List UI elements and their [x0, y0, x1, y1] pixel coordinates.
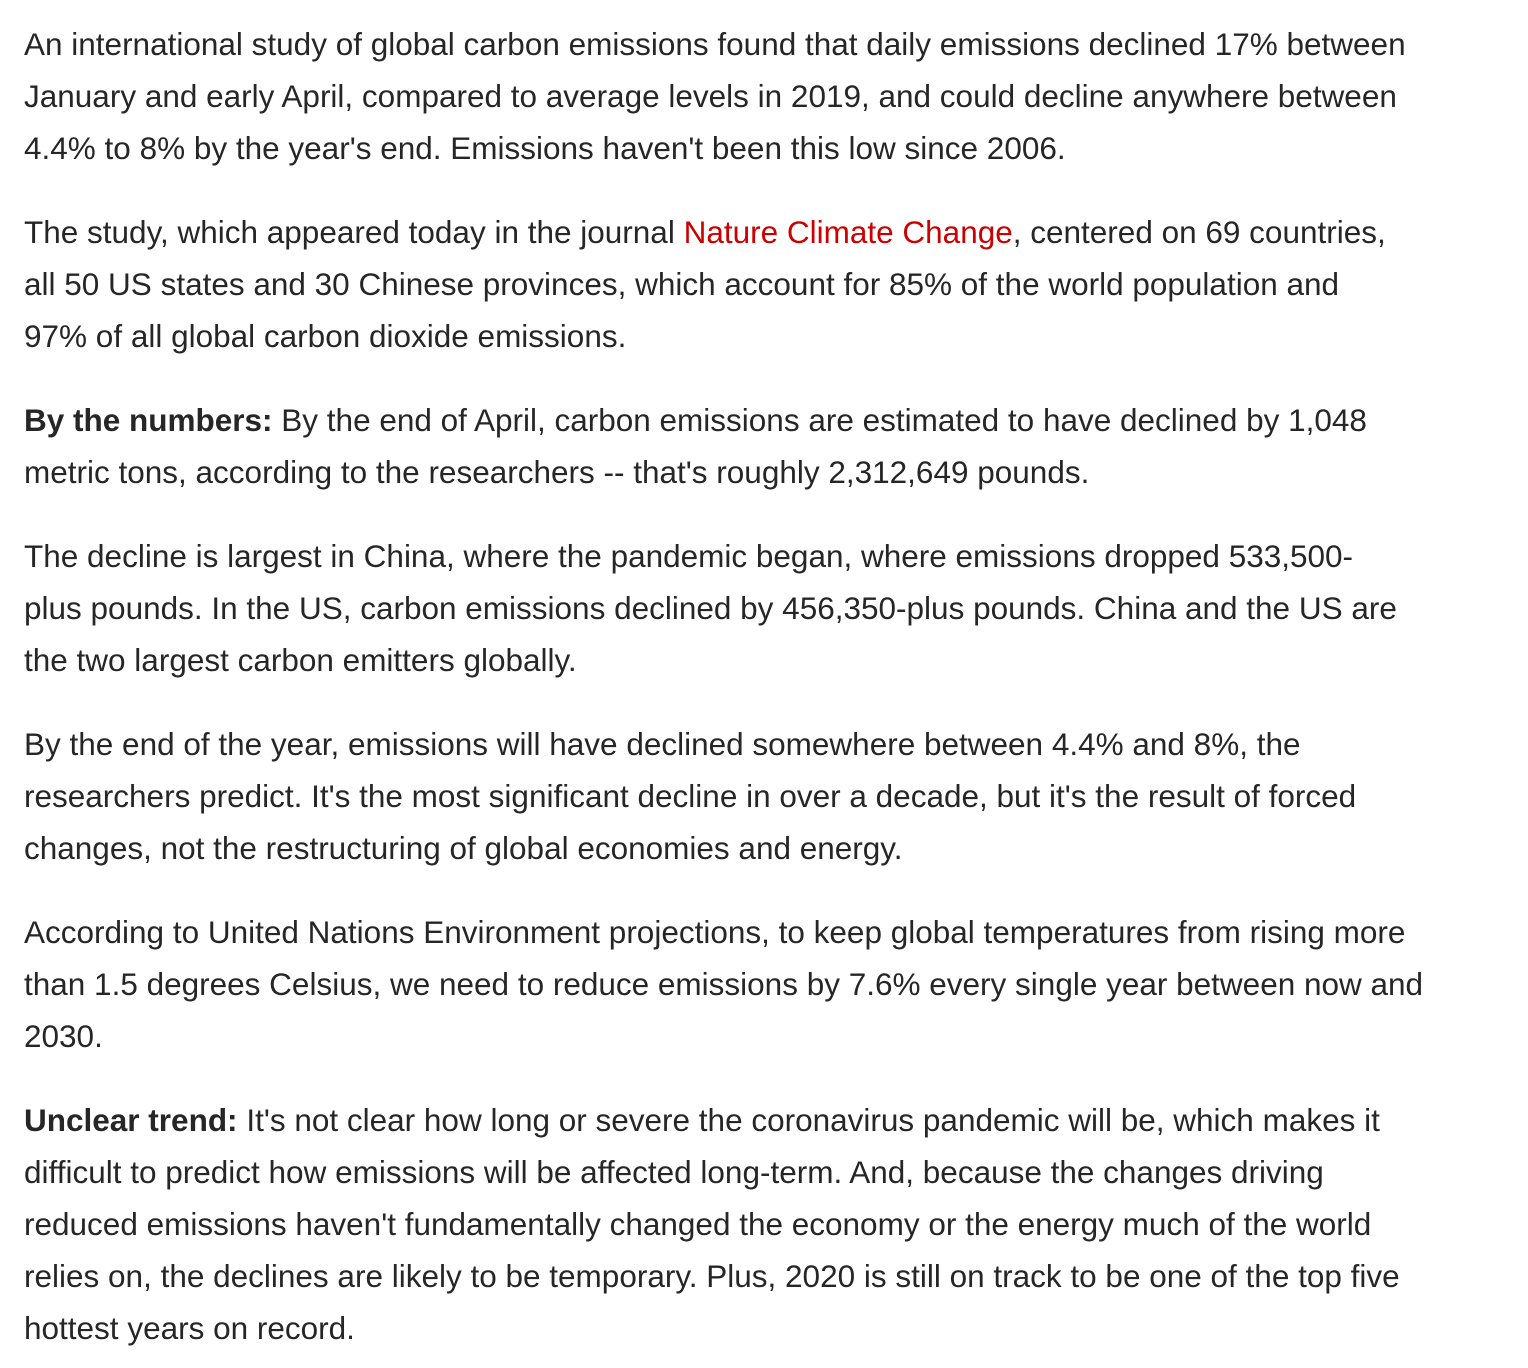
paragraph-study-details	[24, 206, 1528, 362]
paragraph-unclear-trend	[24, 1094, 1528, 1354]
nature-climate-change-link[interactable]: Nature Climate Change	[683, 214, 1013, 250]
paragraph-china-us-decline	[24, 530, 1528, 686]
paragraph-un-projections	[24, 906, 1528, 1062]
paragraph-by-the-numbers	[24, 394, 1528, 498]
paragraph-text: According to United Nations Environment projections, to keep global temperatures from rising more than 1.5 degrees Celsius, we need to reduce emissions by 7.6% every single year between now and 2030.	[24, 914, 1424, 1054]
paragraph-text: The study, which appeared today in the journal	[24, 214, 684, 250]
paragraph-text: By the end of the year, emissions will have declined somewhere between 4.4% and 8%, the researchers predict. It's the most significant decline in over a decade, but it's the result of forced changes, not the restructuring of global economies and energy.	[24, 726, 1357, 866]
paragraph-text: The decline is largest in China, where the pandemic began, where emissions dropped 533,500- plus pounds. In the US, carbon emissions declined by 456,350-plus pounds. China and the US are the two largest carbon emitters globally.	[24, 538, 1397, 678]
paragraph-lead-heading: Unclear trend:	[24, 1102, 238, 1138]
paragraph-text: By the end of April, carbon emissions are estimated to have declined by 1,048 metric tons, according to the researchers -- that's roughly 2,312,649 pounds.	[24, 402, 1367, 490]
paragraph-lead-heading: By the numbers:	[24, 402, 273, 438]
paragraph-text: It's not clear how long or severe the coronavirus pandemic will be, which makes it difficult to predict how emissions will be affected long-term. And, because the changes driving reduced emissions haven't fundamentally changed the economy or the energy much of the world relies on, the declines are likely to be temporary. Plus, 2020 is still on track to be one of the top five hottest years on record.	[24, 1102, 1400, 1346]
paragraph-text: , centered on 69 countries, all 50 US states and 30 Chinese provinces, which account for 85% of the world population and 97% of all global carbon dioxide emissions.	[24, 214, 1386, 354]
paragraph-year-end-prediction	[24, 718, 1528, 874]
paragraph-text: An international study of global carbon emissions found that daily emissions declined 17% between January and early April, compared to average levels in 2019, and could decline anywhere between 4.4% to 8% by the year's end. Emissions haven't been this low since 2006.	[24, 26, 1406, 166]
paragraph-study-intro	[24, 18, 1528, 174]
